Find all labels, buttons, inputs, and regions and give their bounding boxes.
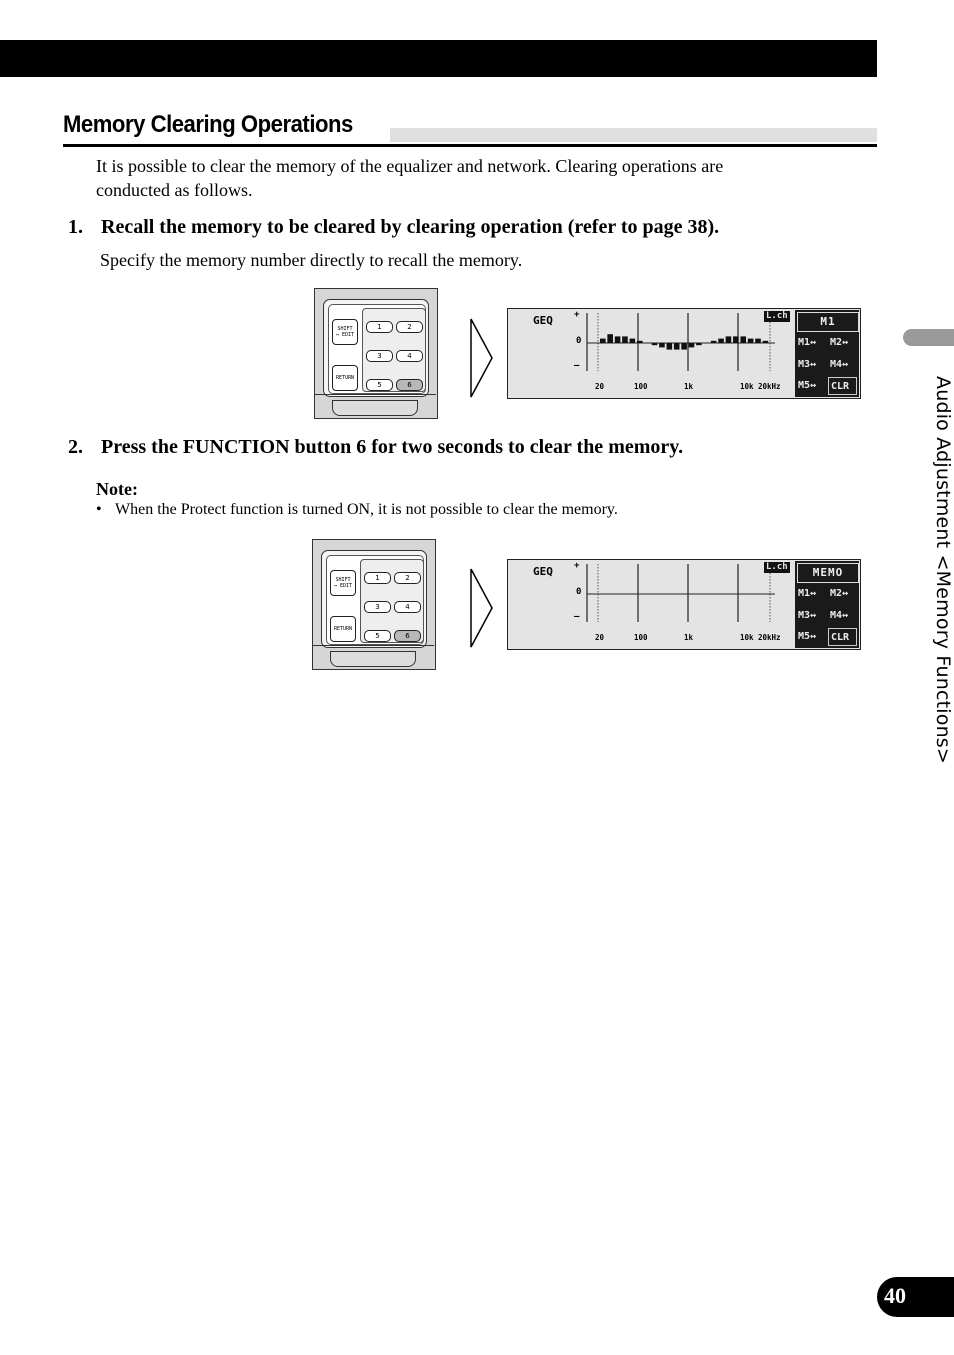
- chapter-side-label: Audio Adjustment <Memory Functions>: [932, 376, 954, 765]
- title-band: [390, 128, 877, 142]
- memory-title: MEMO: [797, 563, 859, 583]
- memory-cell-m4: M4↔: [830, 610, 849, 621]
- eq-band-bar: [622, 336, 628, 343]
- eq-band-bar: [748, 339, 754, 343]
- freq-label: 1k: [684, 633, 694, 642]
- memory-panel: [795, 310, 859, 397]
- memory-title: M1: [797, 312, 859, 332]
- key-4: 4: [394, 601, 421, 613]
- eq-band-bar: [681, 343, 687, 350]
- eq-band-bar: [652, 343, 658, 345]
- arrow-right-icon: [470, 568, 494, 648]
- key-3: 3: [366, 350, 393, 362]
- mode-label: GEQ: [533, 565, 553, 578]
- eq-band-bar: [674, 343, 680, 350]
- shift-button: SHIFT ↔ EDIT: [330, 570, 356, 596]
- eq-band-bar: [755, 339, 761, 343]
- minus-label: –: [574, 612, 580, 622]
- key-5: 5: [364, 630, 391, 642]
- memory-cell-clr: CLR: [828, 377, 857, 395]
- note-text: When the Protect function is turned ON, it is not possible to clear the memory.: [115, 501, 618, 518]
- key-5: 5: [366, 379, 393, 391]
- eq-band-bar: [711, 341, 717, 343]
- key-4: 4: [396, 350, 423, 362]
- memory-cell-m1: M1↔: [798, 337, 817, 348]
- shift-button: SHIFT ↔ EDIT: [332, 319, 358, 345]
- freq-label: 20kHz: [758, 633, 781, 642]
- bullet: •: [96, 501, 102, 518]
- key-2: 2: [394, 572, 421, 584]
- freq-label: 10k: [740, 633, 754, 642]
- step-1-text: Recall the memory to be cleared by clearing operation (refer to page 38).: [101, 216, 720, 238]
- return-button: RETURN: [332, 365, 358, 391]
- channel-label: L.ch: [766, 562, 788, 572]
- memory-cell-m3: M3↔: [798, 610, 817, 621]
- eq-band-bar: [630, 339, 636, 343]
- zero-label: 0: [576, 587, 582, 597]
- eq-band-bar: [659, 343, 665, 347]
- remote-control-figure-2: [312, 539, 436, 670]
- key-3: 3: [364, 601, 391, 613]
- eq-band-bar: [696, 343, 702, 345]
- memory-cell-m3: M3↔: [798, 359, 817, 370]
- mode-label: GEQ: [533, 314, 553, 327]
- eq-band-bar: [689, 343, 695, 347]
- plus-label: +: [574, 310, 580, 320]
- key-6: 6: [396, 379, 423, 391]
- eq-band-bar: [600, 339, 606, 343]
- eq-graph: [585, 311, 785, 371]
- step-1-subtext: Specify the memory number directly to recall the memory.: [100, 250, 523, 270]
- key-1: 1: [366, 321, 393, 333]
- step-1: [68, 216, 719, 239]
- display-screen-2: [507, 559, 861, 650]
- eq-band-bar: [667, 343, 673, 350]
- note-heading: Note:: [96, 479, 138, 499]
- remote-control-figure-1: [314, 288, 438, 419]
- page-number: 40: [884, 1283, 906, 1308]
- memory-cell-m2: M2↔: [830, 588, 849, 599]
- eq-graph: [585, 562, 785, 622]
- freq-label: 1k: [684, 382, 694, 391]
- key-1: 1: [364, 572, 391, 584]
- return-button: RETURN: [330, 616, 356, 642]
- page-title: Memory Clearing Operations: [63, 111, 353, 138]
- display-screen-1: [507, 308, 861, 399]
- eq-band-bar: [740, 336, 746, 343]
- freq-label: 100: [634, 633, 648, 642]
- memory-cell-m1: M1↔: [798, 588, 817, 599]
- memory-cell-m2: M2↔: [830, 337, 849, 348]
- memory-cell-m4: M4↔: [830, 359, 849, 370]
- memory-cell-m5: M5↔: [798, 380, 817, 391]
- note-item: [96, 501, 618, 519]
- freq-label: 20: [595, 382, 605, 391]
- eq-band-bar: [726, 336, 732, 343]
- step-2-text: Press the FUNCTION button 6 for two seconds to clear the memory.: [101, 436, 684, 458]
- eq-band-bar: [718, 339, 724, 343]
- memory-cell-clr: CLR: [828, 628, 857, 646]
- zero-label: 0: [576, 336, 582, 346]
- eq-band-bar: [607, 334, 613, 343]
- title-rule: [63, 144, 877, 147]
- step-2-number: 2.: [68, 436, 83, 458]
- plus-label: +: [574, 561, 580, 571]
- memory-cell-m5: M5↔: [798, 631, 817, 642]
- freq-label: 10k: [740, 382, 754, 391]
- freq-label: 20: [595, 633, 605, 642]
- freq-label: 20kHz: [758, 382, 781, 391]
- step-2: [68, 436, 683, 459]
- eq-band-bar: [763, 341, 769, 343]
- step-1-number: 1.: [68, 216, 83, 238]
- channel-label: L.ch: [766, 311, 788, 321]
- header-bar: [0, 40, 877, 77]
- intro-line-1: It is possible to clear the memory of the equalizer and network. Clearing operations are: [96, 156, 724, 176]
- freq-label: 100: [634, 382, 648, 391]
- eq-band-bar: [637, 341, 643, 343]
- key-6: 6: [394, 630, 421, 642]
- key-2: 2: [396, 321, 423, 333]
- eq-band-bar: [615, 336, 621, 343]
- eq-band-bar: [733, 336, 739, 343]
- intro-line-2: conducted as follows.: [96, 180, 253, 200]
- arrow-right-icon: [470, 318, 494, 398]
- side-tab: [903, 329, 954, 346]
- minus-label: –: [574, 361, 580, 371]
- memory-panel: [795, 561, 859, 648]
